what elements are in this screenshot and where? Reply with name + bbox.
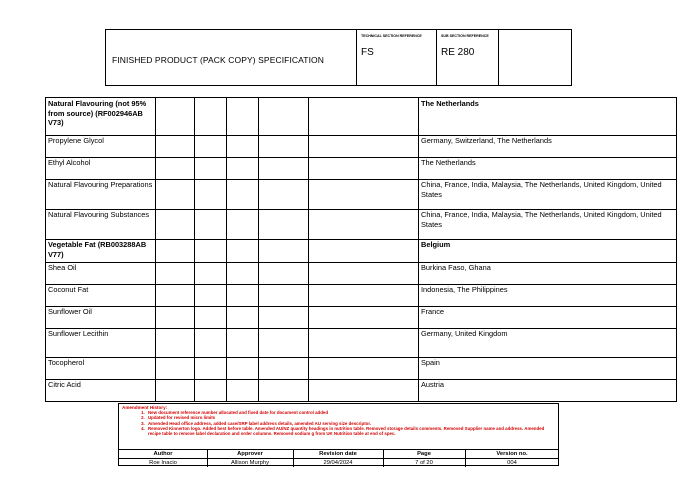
subsection-label: SUB SECTION REFERENCE [441,34,489,38]
ingredient-name: Ethyl Alcohol [48,158,91,167]
ingredient-name: Shea Oil [48,263,77,272]
column-divider [418,98,419,401]
revision-table [119,449,558,467]
author-header: Author [153,451,173,457]
ingredient-name: Vegetable Fat (RB003288AB V77) [48,240,147,259]
ingredient-origin: Belgium [421,240,451,249]
ingredient-name: Natural Flavouring Substances [48,210,150,219]
column-divider [226,98,227,401]
amendment-item: 1. New document reference number allocated and fixed date for document control added [146,410,555,415]
ingredient-name: Natural Flavouring (not 95% from source) (RF002946AB V73) [48,99,147,128]
document-footer [118,403,559,466]
technical-section-cell [356,30,436,85]
ingredient-name: Citric Acid [48,380,81,389]
version-header: Version no. [496,451,528,457]
ingredient-origin: The Netherlands [421,158,476,167]
ingredient-origin: Germany, Switzerland, The Netherlands [421,136,552,145]
page-header: Page [417,451,431,457]
ingredient-origin: France [421,307,445,316]
technical-section-label: TECHNICAL SECTION REFERENCE [361,34,422,38]
ingredient-origin: Indonesia, The Philippines [421,285,508,294]
header-empty-cell [498,30,571,85]
approver-value: Allison Murphy [230,460,270,466]
ingredient-origin: The Netherlands [421,99,479,108]
ingredient-name: Sunflower Oil [48,307,92,316]
ingredient-name: Coconut Fat [48,285,89,294]
subsection-value: RE 280 [441,47,475,58]
ingredient-origin: China, France, India, Malaysia, The Netherlands, United Kingdom, United States [421,210,662,229]
column-divider [155,98,156,401]
approver-header: Approver [237,451,263,457]
ingredient-origin: Germany, United Kingdom [421,329,508,338]
column-divider [308,98,309,401]
ingredient-name: Tocopherol [48,358,85,367]
page-value: 7 of 20 [415,460,433,466]
version-value: 004 [507,460,517,466]
amendment-history-title: Amendment History: [122,405,168,410]
document-title: FINISHED PRODUCT (PACK COPY) SPECIFICATION [112,55,324,65]
technical-section-value: FS [361,47,374,58]
revision-header-row [119,450,558,458]
amendment-history [122,405,555,436]
author-value: Roe Inacio [149,460,177,466]
revision-values-row [119,459,558,467]
ingredient-origin: China, France, India, Malaysia, The Netherlands, United Kingdom, United States [421,180,662,199]
document-header [105,29,572,86]
revision-date-header: Revision date [319,451,357,457]
amendment-item: 2. Updated for revised micro limits [146,415,555,420]
amendment-item: 4. Removed Kinnerton logo. Added best before table. Amended AU/NZ quantity headings in nutrition table. Removed storage details comments. Removed Supplier name and address. Amended recipe table to remove label declaration and order columns. Removed sodium g from UK Nutrition table at end of spec. [146,426,555,436]
ingredient-name: Natural Flavouring Preparations [48,180,153,189]
subsection-cell [436,30,498,85]
revision-date-value: 29/04/2024 [323,460,353,466]
column-divider [194,98,195,401]
ingredient-name: Sunflower Lecithin [48,329,109,338]
ingredient-origin: Spain [421,358,440,367]
column-divider [258,98,259,401]
ingredient-origin: Austria [421,380,445,389]
ingredient-origin: Burkina Faso, Ghana [421,263,491,272]
amendment-item: 3. Amended Head office address, added case/SRP label address details, amended AU serving size descriptor. [146,421,555,426]
ingredients-table [45,97,677,402]
ingredient-name: Propylene Glycol [48,136,104,145]
